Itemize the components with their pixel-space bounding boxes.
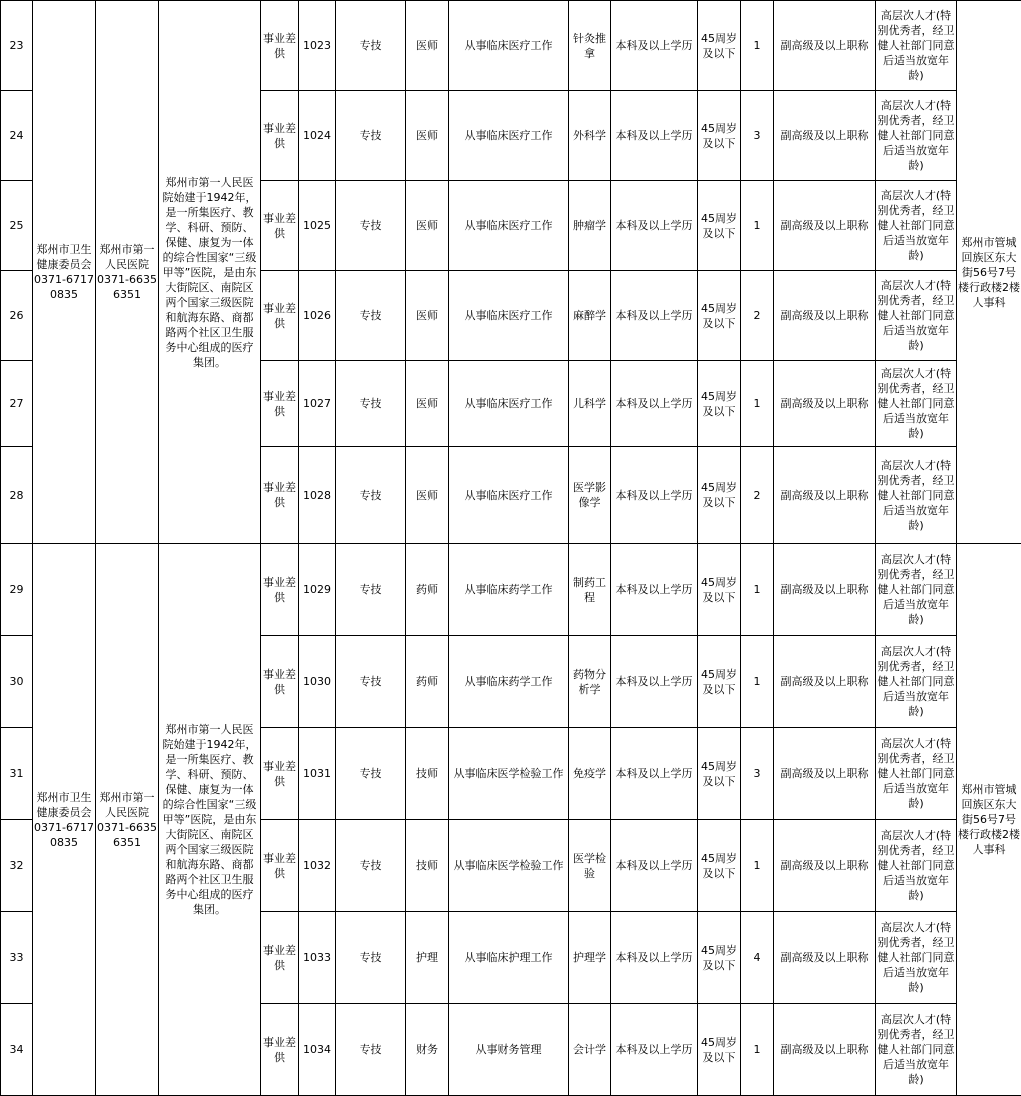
cell-type: 事业差供	[261, 1, 299, 91]
cell-seq: 31	[1, 728, 33, 820]
cell-note: 高层次人才(特别优秀者，经卫健人社部门同意后适当放宽年龄)	[876, 361, 957, 447]
cell-code: 1030	[299, 636, 336, 728]
cell-age: 45周岁及以下	[698, 1, 741, 91]
cell-category: 专技	[336, 820, 406, 912]
cell-title: 副高级及以上职称	[774, 820, 876, 912]
cell-age: 45周岁及以下	[698, 447, 741, 544]
cell-edu: 本科及以上学历	[611, 728, 698, 820]
cell-code: 1026	[299, 271, 336, 361]
cell-note: 高层次人才(特别优秀者，经卫健人社部门同意后适当放宽年龄)	[876, 181, 957, 271]
cell-seq: 30	[1, 636, 33, 728]
cell-age: 45周岁及以下	[698, 728, 741, 820]
cell-title: 副高级及以上职称	[774, 361, 876, 447]
cell-address: 郑州市管城回族区东大街56号7号楼行政楼2楼人事科	[957, 1, 1021, 544]
cell-seq: 27	[1, 361, 33, 447]
cell-post: 技师	[406, 820, 449, 912]
cell-post: 医师	[406, 1, 449, 91]
cell-major: 药物分析学	[569, 636, 611, 728]
cell-duty: 从事临床医学检验工作	[449, 820, 569, 912]
cell-note: 高层次人才(特别优秀者，经卫健人社部门同意后适当放宽年龄)	[876, 1, 957, 91]
cell-major: 肿瘤学	[569, 181, 611, 271]
table-row	[1, 544, 1021, 636]
cell-post: 医师	[406, 91, 449, 181]
cell-edu: 本科及以上学历	[611, 636, 698, 728]
cell-seq: 28	[1, 447, 33, 544]
cell-count: 3	[741, 728, 774, 820]
cell-code: 1033	[299, 912, 336, 1004]
cell-title: 副高级及以上职称	[774, 636, 876, 728]
cell-edu: 本科及以上学历	[611, 820, 698, 912]
cell-title: 副高级及以上职称	[774, 912, 876, 1004]
cell-major: 免疫学	[569, 728, 611, 820]
cell-seq: 32	[1, 820, 33, 912]
cell-note: 高层次人才(特别优秀者，经卫健人社部门同意后适当放宽年龄)	[876, 91, 957, 181]
cell-category: 专技	[336, 181, 406, 271]
cell-major: 外科学	[569, 91, 611, 181]
cell-type: 事业差供	[261, 361, 299, 447]
cell-count: 1	[741, 636, 774, 728]
cell-title: 副高级及以上职称	[774, 91, 876, 181]
cell-edu: 本科及以上学历	[611, 361, 698, 447]
cell-note: 高层次人才(特别优秀者，经卫健人社部门同意后适当放宽年龄)	[876, 636, 957, 728]
cell-seq: 25	[1, 181, 33, 271]
cell-edu: 本科及以上学历	[611, 91, 698, 181]
cell-code: 1027	[299, 361, 336, 447]
cell-post: 技师	[406, 728, 449, 820]
cell-post: 医师	[406, 447, 449, 544]
cell-type: 事业差供	[261, 271, 299, 361]
cell-count: 1	[741, 181, 774, 271]
cell-code: 1028	[299, 447, 336, 544]
cell-category: 专技	[336, 636, 406, 728]
cell-count: 1	[741, 361, 774, 447]
cell-duty: 从事临床药学工作	[449, 636, 569, 728]
cell-category: 专技	[336, 361, 406, 447]
cell-type: 事业差供	[261, 636, 299, 728]
cell-major: 儿科学	[569, 361, 611, 447]
cell-category: 专技	[336, 271, 406, 361]
cell-duty: 从事临床医疗工作	[449, 181, 569, 271]
cell-note: 高层次人才(特别优秀者，经卫健人社部门同意后适当放宽年龄)	[876, 728, 957, 820]
cell-note: 高层次人才(特别优秀者，经卫健人社部门同意后适当放宽年龄)	[876, 447, 957, 544]
cell-title: 副高级及以上职称	[774, 1, 876, 91]
cell-title: 副高级及以上职称	[774, 181, 876, 271]
cell-title: 副高级及以上职称	[774, 1004, 876, 1096]
cell-major: 医学影像学	[569, 447, 611, 544]
cell-type: 事业差供	[261, 91, 299, 181]
cell-code: 1023	[299, 1, 336, 91]
cell-unit: 郑州市第一人民医院 0371-66356351	[96, 544, 159, 1096]
cell-age: 45周岁及以下	[698, 912, 741, 1004]
cell-code: 1024	[299, 91, 336, 181]
cell-title: 副高级及以上职称	[774, 271, 876, 361]
cell-duty: 从事临床医疗工作	[449, 361, 569, 447]
cell-edu: 本科及以上学历	[611, 912, 698, 1004]
cell-seq: 33	[1, 912, 33, 1004]
cell-code: 1029	[299, 544, 336, 636]
cell-seq: 24	[1, 91, 33, 181]
cell-major: 针灸推拿	[569, 1, 611, 91]
cell-post: 药师	[406, 636, 449, 728]
cell-note: 高层次人才(特别优秀者，经卫健人社部门同意后适当放宽年龄)	[876, 912, 957, 1004]
cell-category: 专技	[336, 1, 406, 91]
cell-title: 副高级及以上职称	[774, 544, 876, 636]
cell-type: 事业差供	[261, 1004, 299, 1096]
cell-type: 事业差供	[261, 728, 299, 820]
cell-post: 药师	[406, 544, 449, 636]
cell-category: 专技	[336, 1004, 406, 1096]
cell-type: 事业差供	[261, 820, 299, 912]
cell-title: 副高级及以上职称	[774, 447, 876, 544]
cell-seq: 34	[1, 1004, 33, 1096]
cell-duty: 从事临床医疗工作	[449, 447, 569, 544]
cell-type: 事业差供	[261, 912, 299, 1004]
cell-post: 医师	[406, 361, 449, 447]
cell-code: 1032	[299, 820, 336, 912]
cell-age: 45周岁及以下	[698, 1004, 741, 1096]
cell-department: 郑州市卫生健康委员会 0371-67170835	[33, 1, 96, 544]
cell-seq: 23	[1, 1, 33, 91]
cell-edu: 本科及以上学历	[611, 1, 698, 91]
cell-count: 4	[741, 912, 774, 1004]
table-row	[1, 1, 1021, 91]
cell-category: 专技	[336, 447, 406, 544]
cell-edu: 本科及以上学历	[611, 1004, 698, 1096]
cell-age: 45周岁及以下	[698, 544, 741, 636]
cell-unit: 郑州市第一人民医院 0371-66356351	[96, 1, 159, 544]
cell-post: 护理	[406, 912, 449, 1004]
cell-note: 高层次人才(特别优秀者，经卫健人社部门同意后适当放宽年龄)	[876, 271, 957, 361]
cell-duty: 从事财务管理	[449, 1004, 569, 1096]
cell-count: 1	[741, 544, 774, 636]
cell-post: 财务	[406, 1004, 449, 1096]
cell-type: 事业差供	[261, 544, 299, 636]
cell-edu: 本科及以上学历	[611, 271, 698, 361]
cell-age: 45周岁及以下	[698, 636, 741, 728]
cell-major: 会计学	[569, 1004, 611, 1096]
cell-seq: 26	[1, 271, 33, 361]
cell-duty: 从事临床药学工作	[449, 544, 569, 636]
cell-major: 医学检验	[569, 820, 611, 912]
cell-duty: 从事临床医学检验工作	[449, 728, 569, 820]
cell-edu: 本科及以上学历	[611, 447, 698, 544]
cell-duty: 从事临床医疗工作	[449, 271, 569, 361]
cell-type: 事业差供	[261, 447, 299, 544]
cell-code: 1025	[299, 181, 336, 271]
cell-duty: 从事临床护理工作	[449, 912, 569, 1004]
cell-count: 1	[741, 820, 774, 912]
cell-age: 45周岁及以下	[698, 361, 741, 447]
cell-count: 1	[741, 1004, 774, 1096]
cell-age: 45周岁及以下	[698, 820, 741, 912]
cell-age: 45周岁及以下	[698, 91, 741, 181]
cell-major: 麻醉学	[569, 271, 611, 361]
cell-edu: 本科及以上学历	[611, 544, 698, 636]
cell-major: 护理学	[569, 912, 611, 1004]
cell-type: 事业差供	[261, 181, 299, 271]
cell-department: 郑州市卫生健康委员会 0371-67170835	[33, 544, 96, 1096]
cell-count: 2	[741, 447, 774, 544]
cell-post: 医师	[406, 271, 449, 361]
cell-age: 45周岁及以下	[698, 181, 741, 271]
cell-edu: 本科及以上学历	[611, 181, 698, 271]
cell-title: 副高级及以上职称	[774, 728, 876, 820]
cell-category: 专技	[336, 544, 406, 636]
cell-post: 医师	[406, 181, 449, 271]
cell-unit-intro: 郑州市第一人民医院始建于1942年，是一所集医疗、教学、科研、预防、保健、康复为一体的综合性国家“三级甲等”医院，是由东大街院区、南院区两个国家三级医院和航海东路、商都路两个社区卫生服务中心组成的医疗集团。	[159, 544, 261, 1096]
cell-duty: 从事临床医疗工作	[449, 1, 569, 91]
cell-note: 高层次人才(特别优秀者，经卫健人社部门同意后适当放宽年龄)	[876, 1004, 957, 1096]
cell-note: 高层次人才(特别优秀者，经卫健人社部门同意后适当放宽年龄)	[876, 544, 957, 636]
cell-seq: 29	[1, 544, 33, 636]
cell-address: 郑州市管城回族区东大街56号7号楼行政楼2楼人事科	[957, 544, 1021, 1096]
cell-age: 45周岁及以下	[698, 271, 741, 361]
cell-count: 1	[741, 1, 774, 91]
cell-count: 3	[741, 91, 774, 181]
cell-category: 专技	[336, 728, 406, 820]
cell-code: 1031	[299, 728, 336, 820]
cell-unit-intro: 郑州市第一人民医院始建于1942年，是一所集医疗、教学、科研、预防、保健、康复为一体的综合性国家“三级甲等”医院，是由东大街院区、南院区两个国家三级医院和航海东路、商都路两个社区卫生服务中心组成的医疗集团。	[159, 1, 261, 544]
cell-note: 高层次人才(特别优秀者，经卫健人社部门同意后适当放宽年龄)	[876, 820, 957, 912]
cell-code: 1034	[299, 1004, 336, 1096]
cell-category: 专技	[336, 91, 406, 181]
cell-count: 2	[741, 271, 774, 361]
cell-major: 制药工程	[569, 544, 611, 636]
cell-category: 专技	[336, 912, 406, 1004]
cell-duty: 从事临床医疗工作	[449, 91, 569, 181]
